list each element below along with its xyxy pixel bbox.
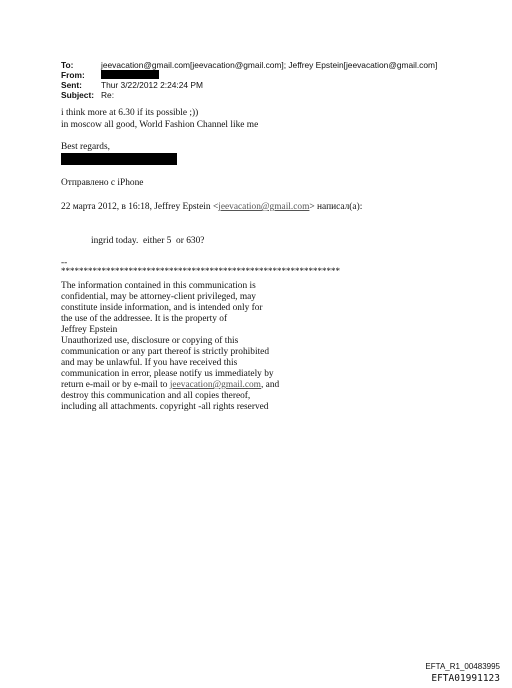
bates-number-large: EFTA01991123 <box>431 673 500 684</box>
email-header <box>61 60 437 100</box>
subject-label: Subject: <box>61 90 95 100</box>
quote-prefix: 22 марта 2012, в 16:18, Jeffrey Epstein < <box>61 202 219 212</box>
subject-value: Re: <box>101 90 115 100</box>
to-row <box>61 60 437 70</box>
disclaimer-email-suffix: , and <box>260 380 280 390</box>
disclaimer-line-10 <box>61 380 279 392</box>
sent-from-iphone: Отправлено с iPhone <box>61 178 144 188</box>
subject-row <box>61 90 437 100</box>
disclaimer-line-8: and may be unlawful. If you have received this <box>61 358 238 368</box>
disclaimer-line-12: including all attachments. copyright -all rights reserved <box>61 402 269 412</box>
to-value: jeevacation@gmail.com[jeevacation@gmail.com]; Jeffrey Epstein[jeevacation@gmail.com] <box>101 60 438 70</box>
disclaimer-line-3: constitute inside information, and is intended only for <box>61 303 263 313</box>
quote-header <box>61 202 362 214</box>
disclaimer-line-4: the use of the addressee. It is the property of <box>61 314 228 324</box>
to-label: To: <box>61 60 74 70</box>
separator-stars: ************************************************************** <box>61 266 340 276</box>
disclaimer-line-6: Unauthorized use, disclosure or copying of this <box>61 336 239 346</box>
signature-redaction <box>61 153 177 165</box>
disclaimer-line-2: confidential, may be attorney-client privileged, may <box>61 292 256 302</box>
body-line-1: i think more at 6.30 if its possible ;)) <box>61 108 199 118</box>
regards: Best regards, <box>61 142 110 152</box>
from-label: From: <box>61 70 85 80</box>
disclaimer-line-5: Jeffrey Epstein <box>61 325 118 335</box>
disclaimer-line-1: The information contained in this communication is <box>61 281 256 291</box>
sent-label: Sent: <box>61 80 82 90</box>
disclaimer-email-link[interactable]: jeevacation@gmail.com <box>169 380 261 390</box>
from-redaction <box>101 70 159 79</box>
disclaimer-line-7: communication or any part thereof is strictly prohibited <box>61 347 270 357</box>
disclaimer-line-11: destroy this communication and all copies thereof, <box>61 391 251 401</box>
disclaimer-line-9: communication in error, please notify us immediately by <box>61 369 274 379</box>
disclaimer-email-prefix: return e-mail or by e-mail to <box>61 380 170 390</box>
from-row <box>61 70 437 80</box>
sent-value: Thur 3/22/2012 2:24:24 PM <box>101 80 203 90</box>
bates-number-small: EFTA_R1_00483995 <box>425 662 500 671</box>
body-line-2: in moscow all good, World Fashion Channel like me <box>61 120 259 130</box>
signature-dash: -- <box>61 258 68 268</box>
quote-email-link[interactable]: jeevacation@gmail.com <box>218 202 310 212</box>
quoted-message: ingrid today. either 5 or 630? <box>91 236 205 246</box>
quote-suffix: > написал(а): <box>309 202 363 212</box>
sent-row <box>61 80 437 90</box>
